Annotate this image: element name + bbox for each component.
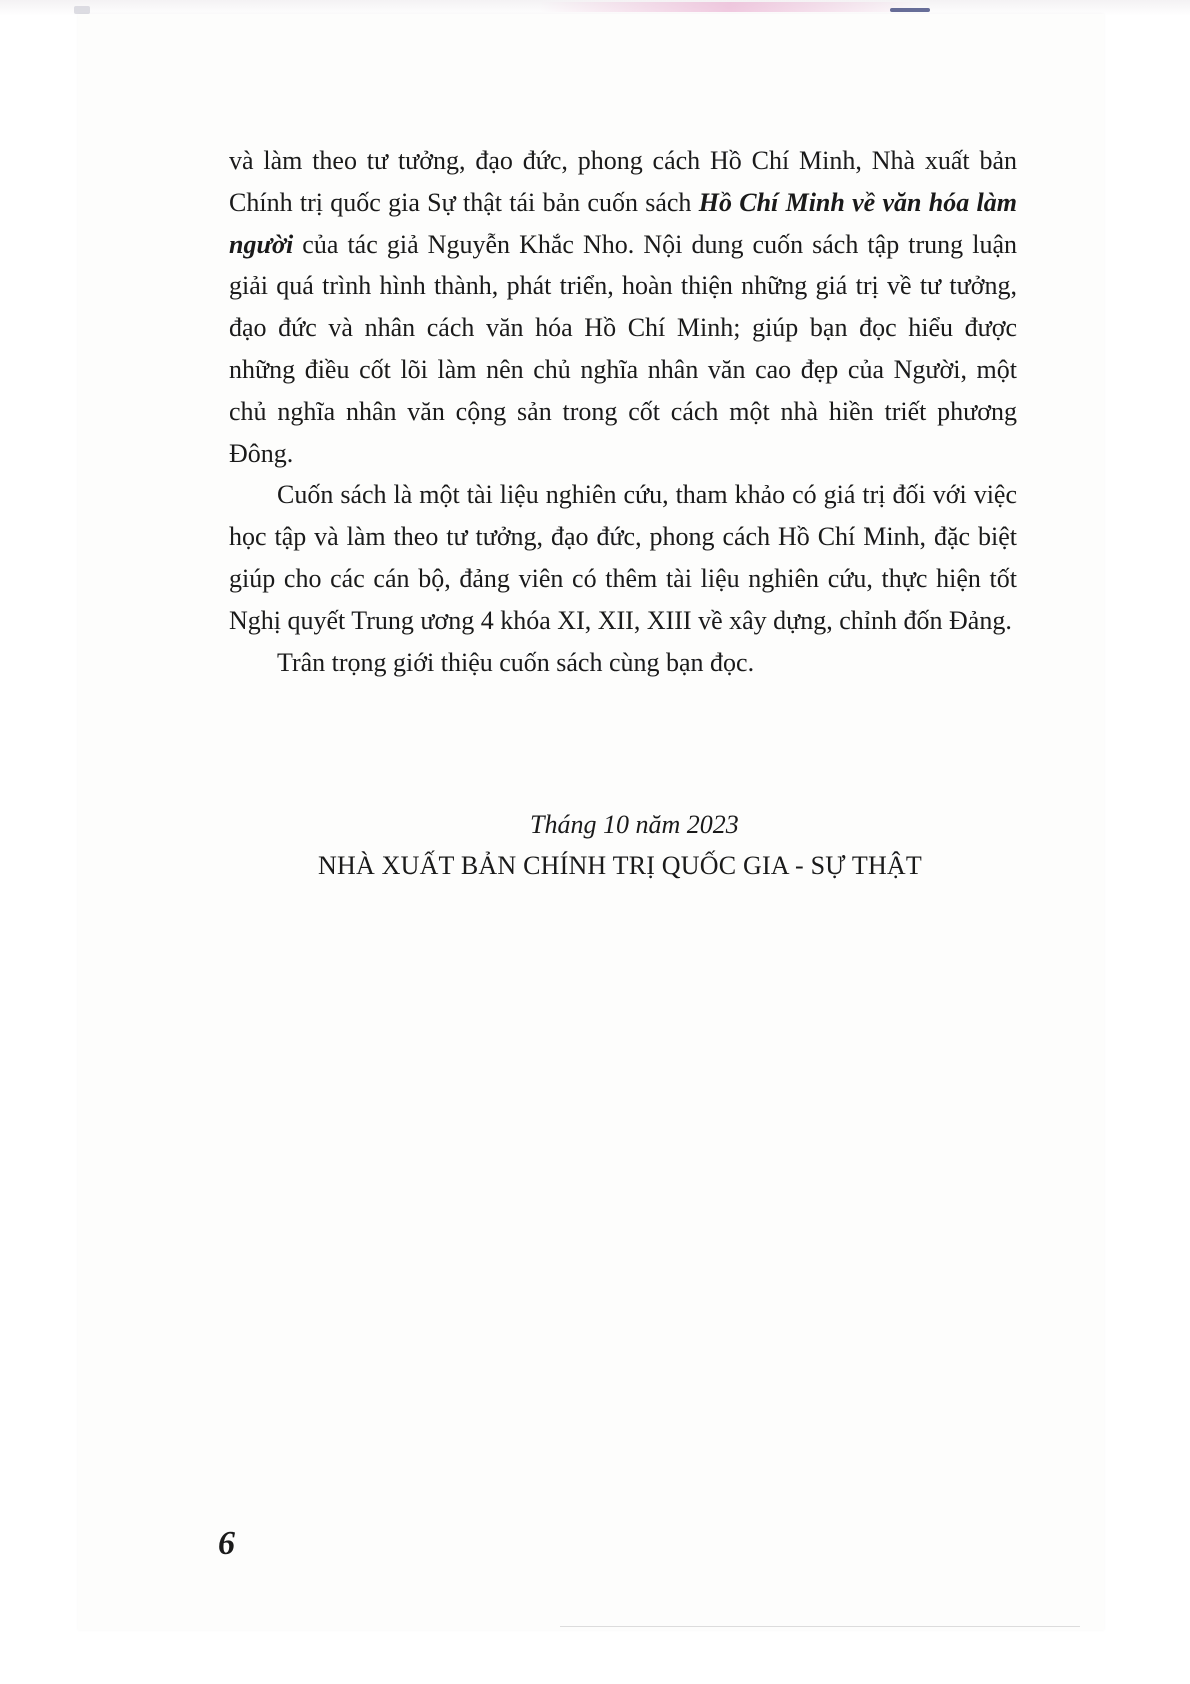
- publication-date: Tháng 10 năm 2023: [530, 810, 739, 839]
- scan-artifact-left: [74, 6, 90, 14]
- scan-artifact-pink: [540, 2, 920, 12]
- paragraph-closing: Trân trọng giới thiệu cuốn sách cùng bạn đọc.: [277, 647, 755, 677]
- paragraph-intro-continuation: [229, 140, 1017, 474]
- paragraph-1-text-a: và làm theo tư tưởng, đạo đức, phong cách Hồ Chí Minh, Nhà xuất bản Chính trị quốc gia Sự thật tái bản cuốn sách: [229, 146, 1017, 217]
- publisher-name: NHÀ XUẤT BẢN CHÍNH TRỊ QUỐC GIA - SỰ THẬT: [318, 851, 922, 880]
- scan-bottom-rule: [560, 1626, 1080, 1627]
- scan-artifact-blue: [890, 8, 930, 12]
- body-text: [229, 140, 1017, 683]
- page-number: 6: [218, 1525, 235, 1562]
- paragraph-book-value: Cuốn sách là một tài liệu nghiên cứu, tham khảo có giá trị đối với việc học tập và làm theo tư tưởng, đạo đức, phong cách Hồ Chí Minh, đặc biệt giúp cho các cán bộ, đảng viên có thêm tài liệu nghiên cứu, thực hiện tốt Nghị quyết Trung ương 4 khóa XI, XII, XIII về xây dựng, chỉnh đốn Đảng.: [229, 480, 1017, 635]
- paragraph-1-text-b: của tác giả Nguyễn Khắc Nho. Nội dung cuốn sách tập trung luận giải quá trình hình thành, phát triển, hoàn thiện những giá trị về tư tưởng, đạo đức và nhân cách văn hóa Hồ Chí Minh; giúp bạn đọc hiểu được những điều cốt lõi làm nên chủ nghĩa nhân văn cao đẹp của Người, một chủ nghĩa nhân văn cộng sản trong cốt cách một nhà hiền triết phương Đông.: [229, 229, 1017, 468]
- book-title: Hồ Chí Minh về văn hóa làm người: [229, 187, 1018, 259]
